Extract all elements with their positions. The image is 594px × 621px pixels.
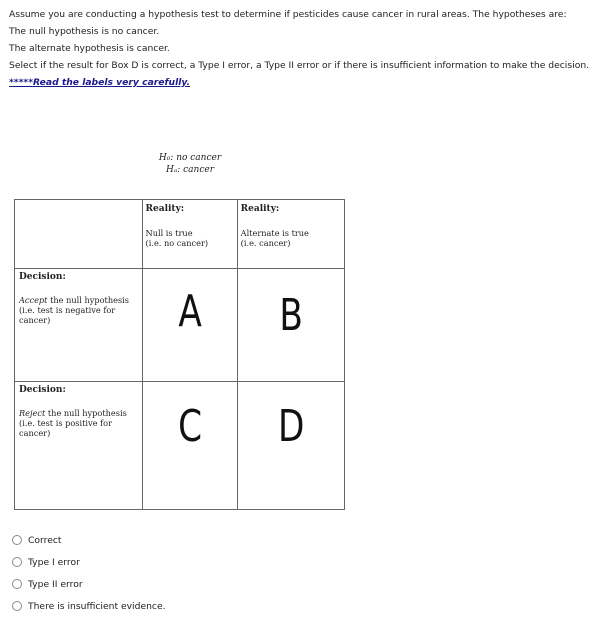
decision-desc-line: cancer)	[19, 427, 51, 438]
empty-corner-cell	[15, 200, 143, 269]
decision-desc-line: (i.e. test is negative for	[19, 305, 116, 316]
answer-option-type-i-error[interactable]	[12, 551, 166, 573]
decision-verb: Reject	[19, 407, 46, 418]
option-label[interactable]: Type II error	[28, 578, 83, 590]
intro-line: Assume you are conducting a hypothesis test to determine if pesticides cause cancer in rural areas. The hypotheses are:	[9, 9, 567, 20]
header-title: Reality:	[240, 204, 280, 214]
header-alternate-true	[237, 200, 344, 269]
header-desc-line: (i.e. cancer)	[240, 238, 291, 248]
header-null-true	[142, 200, 237, 269]
row-reject-null	[15, 381, 143, 509]
decision-title: Decision:	[19, 272, 66, 283]
decision-desc-line: (i.e. test is positive for	[19, 417, 112, 428]
header-description	[146, 228, 236, 248]
decision-table	[14, 199, 345, 510]
radio-button[interactable]	[12, 557, 22, 567]
answer-option-type-ii-error[interactable]	[12, 573, 166, 595]
box-c-letter: C	[177, 400, 202, 452]
box-b	[237, 269, 344, 382]
decision-desc-text: the null hypothesis	[45, 407, 127, 418]
header-desc-line: Null is true	[145, 228, 193, 238]
alternate-hypothesis: Hₐ: cancer	[166, 165, 214, 175]
answer-option-correct[interactable]	[12, 529, 166, 551]
box-d-letter: D	[277, 400, 305, 452]
answer-option-insufficient-evidence[interactable]	[12, 595, 166, 617]
box-a-letter: A	[177, 286, 202, 338]
radio-button[interactable]	[12, 601, 22, 611]
option-label[interactable]: There is insufficient evidence.	[28, 600, 166, 612]
decision-desc-line: cancer)	[19, 315, 51, 326]
intro-line: The null hypothesis is no cancer.	[9, 26, 160, 37]
header-desc-line: Alternate is true	[240, 228, 309, 238]
warning-text: *****Read the labels very carefully.	[9, 77, 190, 88]
header-title: Reality:	[145, 204, 185, 214]
decision-verb: Accept	[19, 295, 48, 306]
box-b-letter: B	[279, 290, 303, 342]
option-label[interactable]: Type I error	[28, 556, 80, 568]
radio-button[interactable]	[12, 535, 22, 545]
answer-options	[12, 529, 166, 617]
header-desc-line: (i.e. no cancer)	[145, 238, 209, 248]
row-accept-null	[15, 269, 143, 382]
question-text	[9, 6, 589, 91]
radio-button[interactable]	[12, 579, 22, 589]
decision-description	[19, 408, 139, 438]
header-description	[241, 228, 331, 248]
option-label[interactable]: Correct	[28, 534, 62, 546]
decision-description	[19, 295, 139, 325]
null-hypothesis: H₀: no cancer	[158, 153, 222, 163]
hypotheses-image	[150, 152, 230, 176]
box-a	[142, 269, 237, 382]
box-d	[237, 381, 344, 509]
decision-desc-text: the null hypothesis	[47, 295, 129, 306]
intro-line: The alternate hypothesis is cancer.	[9, 43, 170, 54]
box-c	[142, 381, 237, 509]
intro-line: Select if the result for Box D is correct, a Type I error, a Type II error or if there is insufficient information to make the decision.	[9, 60, 590, 71]
decision-title: Decision:	[19, 384, 66, 395]
